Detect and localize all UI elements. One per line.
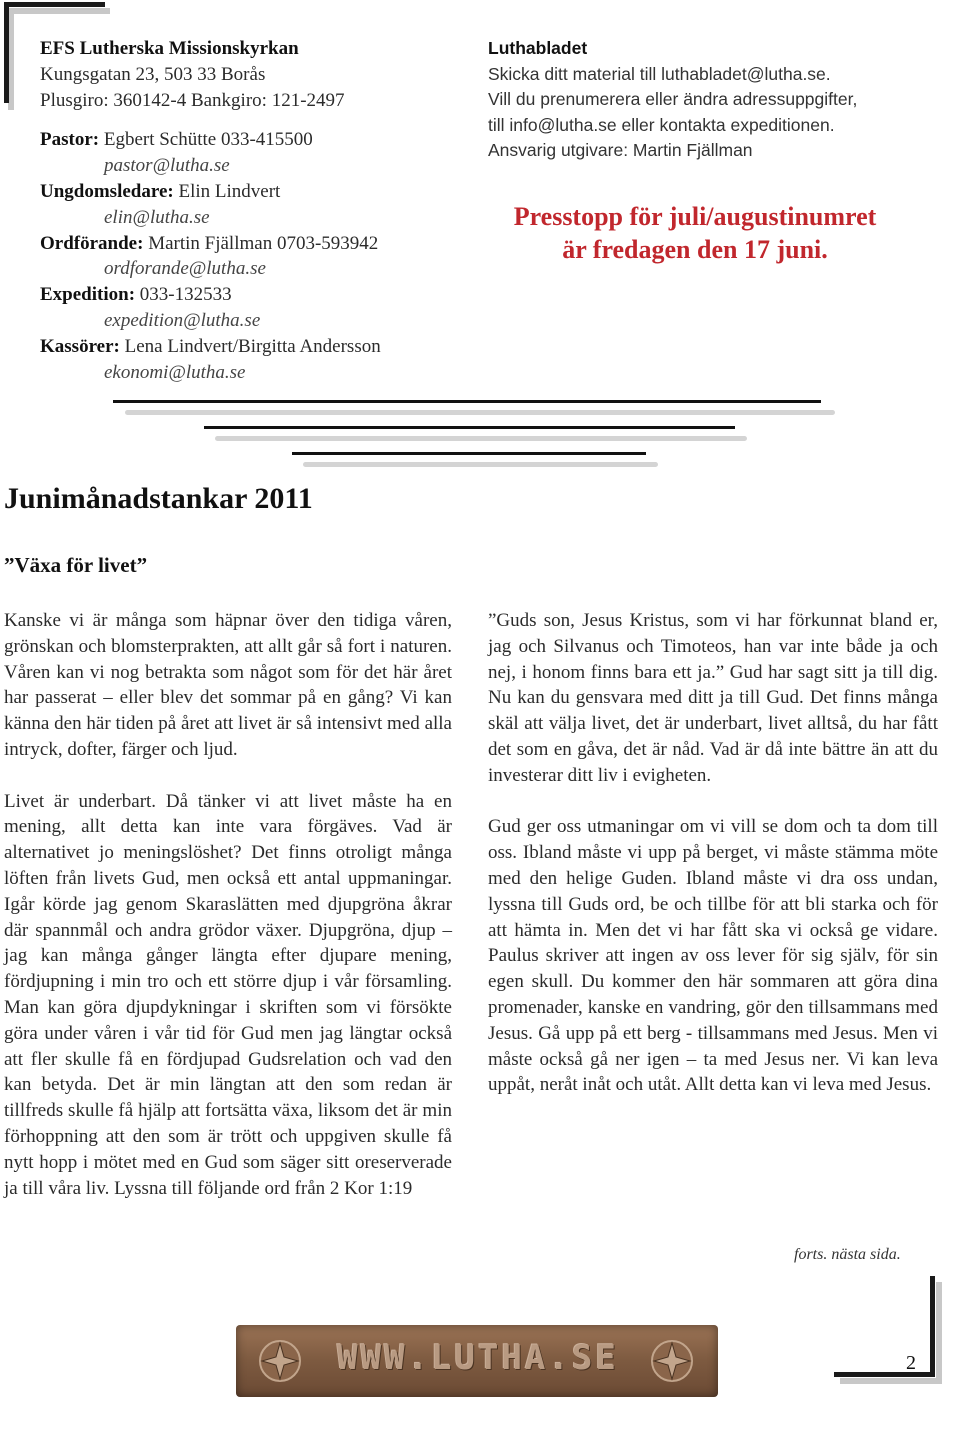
office-line — [40, 282, 460, 308]
presstopp-line-2: är fredagen den 17 juni. — [562, 235, 828, 264]
paragraph: ”Guds son, Jesus Kristus, som vi har förkunnat bland er, jag och Silvanus och Timoteos, han var inte både ja och nej, i honom finns bara ett ja.” Gud har sagt sitt ja till dig. Nu kan du gensvara med ditt ja till Gud. Det finns många skäl att välja livet, det är underbart, livet alltså, du har fått det som en gåva, det är nåd. Vad är då inte bättre än att du investerar ditt liv i evigheten. — [488, 610, 938, 786]
page-number: 2 — [906, 1352, 916, 1374]
luthabladet-block — [488, 36, 938, 164]
continued-note: forts. nästa sida. — [794, 1246, 901, 1263]
article-subtitle: ”Växa för livet” — [4, 553, 148, 577]
contact-block — [40, 36, 460, 385]
treasurer-label: Kassörer: — [40, 335, 120, 357]
office-label: Expedition: — [40, 284, 136, 306]
pastor-email[interactable]: pastor@lutha.se — [104, 155, 230, 177]
pastor-label: Pastor: — [40, 129, 100, 151]
treasurer-email[interactable]: ekonomi@lutha.se — [104, 361, 246, 383]
luthabladet-line-2: Vill du prenumerera eller ändra adressuppgifter, — [488, 89, 858, 110]
pastor-value: Egbert Schütte 033-415500 — [99, 129, 313, 151]
org-name: EFS Lutherska Missionskyrkan — [40, 38, 299, 59]
luthabladet-heading: Luthabladet — [488, 38, 588, 58]
paragraph: Livet är underbart. Då tänker vi att livet måste ha en mening, allt detta kan inte vara förgäves. Vad är alternativet jo meningslöshet? Det finns otroligt många löften från livets Gud, men också ett antal uppmaningar. Igår körde jag genom Skaraslätten med djupgröna åkrar där spannmål och andra grödor växer. Djupgröna, djup – jag kan många gånger längta efter djupare mening, fördjupning i min tro och ett större djup i vår församling. Man kan göra djupdykningar i skriften som vi försökte göra under våren i vår tid för Gud men jag längtar också att fler skulle få en fördjupad Gudsrelation och vad den kan betyda. Det är min längtan att den som redan är tillfreds skulle få hjälp att fortsätta växa, liksom det är min förhoppning att den som är trött och uppgiven skulle få nytt hopp i mötet med en Gud som säger sitt oreserverade ja till våra liv. Lyssna till följande ord från 2 Kor 1:19 — [4, 790, 452, 1199]
office-email[interactable]: expedition@lutha.se — [104, 309, 261, 331]
paragraph: Kanske vi är många som häpnar över den tidiga våren, grönskan och blomsterprakten, att allt går så fort i naturen. Våren kan vi nog betrakta som något som för det här året har passerat – eller blev det sommar på en gång? Vi kan känna den här tiden på året att livet är så intensivt med alla intryck, dofter, färger och ljud. — [4, 610, 452, 760]
divider-line-2 — [204, 426, 735, 429]
luthabladet-line-3: till info@lutha.se eller kontakta expeditionen. — [488, 114, 835, 135]
website-plaque[interactable] — [236, 1325, 718, 1397]
cross-icon — [650, 1339, 694, 1383]
youth-line — [40, 179, 460, 205]
treasurer-line — [40, 334, 460, 360]
org-address: Kungsgatan 23, 503 33 Borås — [40, 63, 266, 85]
org-giro: Plusgiro: 360142-4 Bankgiro: 121-2497 — [40, 89, 345, 111]
divider-shadow-3 — [303, 462, 658, 467]
office-value: 033-132533 — [135, 284, 232, 306]
luthabladet-line-1: Skicka ditt material till luthabladet@lutha.se. — [488, 63, 831, 84]
divider-line-3 — [292, 452, 646, 455]
paragraph: Gud ger oss utmaningar om vi vill se dom och ta dom till oss. Ibland måste vi upp på berget, vi måste stämma möte med den helige Guden. Ibland måste vi dra oss undan, lyssna till Guds ord, be och tillbe för att bli starka och för att hämta in. Men det vi har fått ska vi också ge vidare. Paulus skriver att ingen av oss lever för sig själv, för sin egen skull. Du kommer den här sommaren att göra dina promenader, kanske en vandring, gör den tillsammans med Jesus. Gå upp på ett berg - tillsammans med Jesus. Men vi måste också gå ner igen – ta med Jesus ner. Vi kan leva uppåt, neråt inåt och utåt. Allt detta kan vi leva med Jesus. — [488, 816, 938, 1096]
chair-value: Martin Fjällman 0703-593942 — [143, 232, 379, 254]
pastor-line — [40, 127, 460, 153]
corner-bracket-bottom-right — [834, 1276, 935, 1377]
website-url[interactable]: WWW.LUTHA.SE — [337, 1338, 619, 1378]
treasurer-value: Lena Lindvert/Birgitta Andersson — [119, 335, 381, 357]
article-column-left — [4, 608, 452, 1227]
youth-email[interactable]: elin@lutha.se — [104, 206, 210, 228]
article-column-right — [488, 608, 938, 1124]
divider-shadow-2 — [215, 436, 747, 441]
youth-value: Elin Lindvert — [173, 180, 281, 202]
chair-line — [40, 231, 460, 257]
luthabladet-line-4: Ansvarig utgivare: Martin Fjällman — [488, 140, 753, 161]
chair-label: Ordförande: — [40, 232, 144, 254]
cross-icon — [258, 1339, 302, 1383]
presstopp-line-1: Presstopp för juli/augustinumret — [513, 202, 877, 231]
chair-email[interactable]: ordforande@lutha.se — [104, 258, 266, 280]
presstopp-notice — [470, 200, 920, 266]
divider-shadow-1 — [125, 410, 835, 415]
article-title: Junimånadstankar 2011 — [4, 482, 313, 515]
youth-label: Ungdomsledare: — [40, 180, 174, 202]
divider-line-1 — [113, 400, 821, 403]
